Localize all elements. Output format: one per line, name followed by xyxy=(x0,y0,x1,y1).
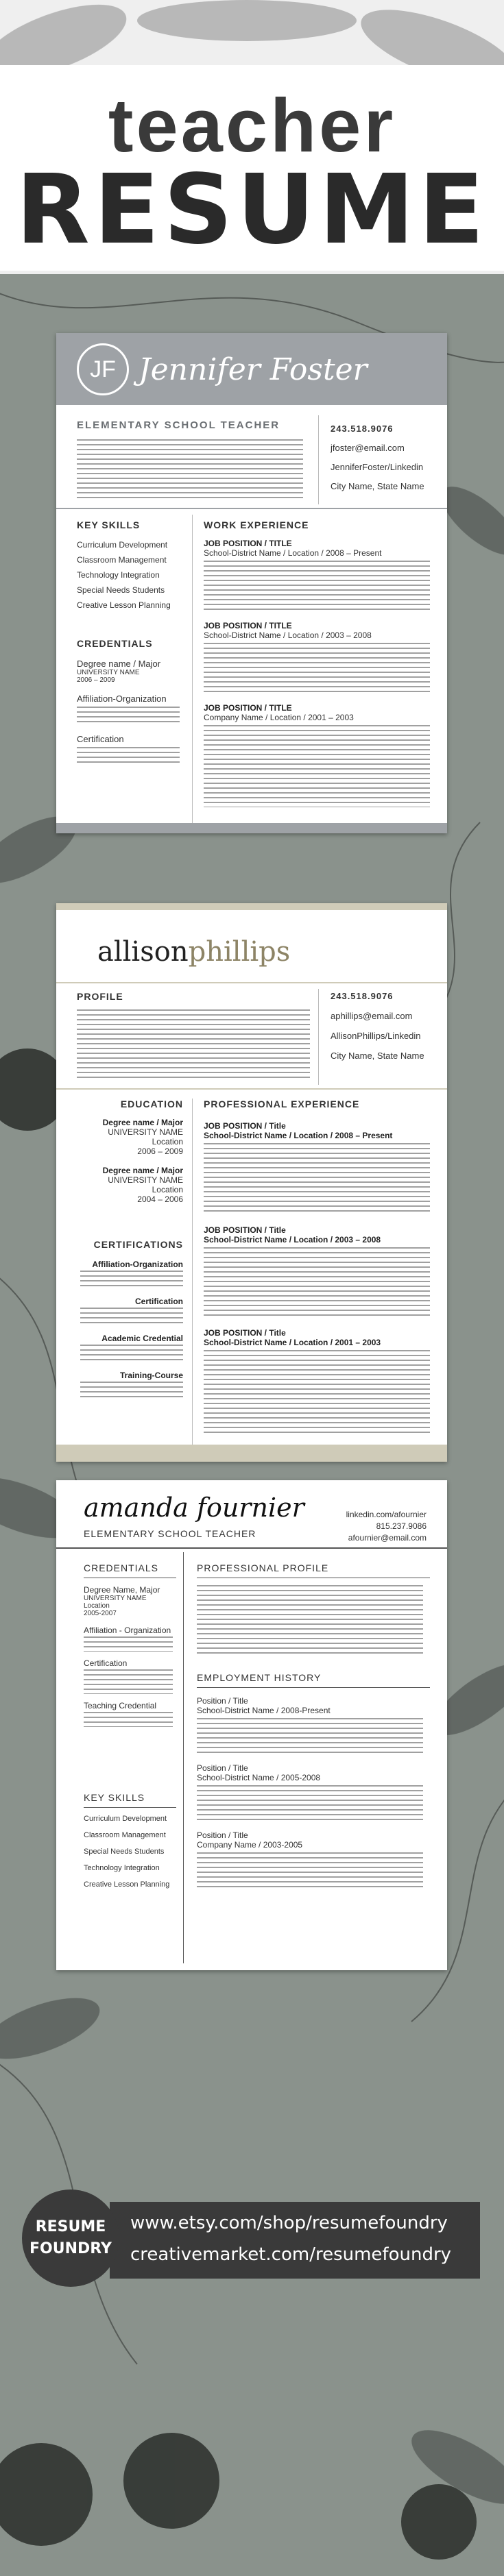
resume-foundry-logo: RESUME FOUNDRY xyxy=(22,2189,119,2287)
resume-role: ELEMENTARY SCHOOL TEACHER xyxy=(84,1528,256,1539)
work-experience-title: WORK EXPERIENCE xyxy=(204,519,309,530)
job-entry: JOB POSITION / TITLE School-District Name / Location / 2008 – Present xyxy=(204,539,437,612)
footer-links xyxy=(0,2189,504,2309)
job-entry: JOB POSITION / TITLE School-District Name / Location / 2003 – 2008 xyxy=(204,621,437,694)
job-entry: JOB POSITION / Title School-District Name / Location / 2008 – Present xyxy=(204,1121,437,1212)
creativemarket-link[interactable]: creativemarket.com/resumefoundry xyxy=(130,2244,452,2265)
credentials-section: CREDENTIALS Degree name / Major UNIVERSITY NAME 2006 – 2009 Affiliation-Organization Certification xyxy=(77,638,187,766)
resume-role: ELEMENTARY SCHOOL TEACHER xyxy=(77,419,280,431)
resume-card-amanda xyxy=(56,1480,447,1970)
experience-section: PROFESSIONAL EXPERIENCE xyxy=(204,1099,360,1109)
etsy-link[interactable]: www.etsy.com/shop/resumefoundry xyxy=(130,2213,448,2233)
summary-text xyxy=(77,439,303,501)
header-resume: RESUME xyxy=(16,154,488,266)
job-entry: JOB POSITION / Title School-District Name / Location / 2003 – 2008 xyxy=(204,1225,437,1316)
education-section: EDUCATION Degree name / Major UNIVERSITY NAME Location 2006 – 2009 Degree name / Major UNIVERSITY NAME Location 2004 – 2006 xyxy=(102,1099,183,1204)
resume-card-jennifer xyxy=(56,333,447,833)
resume-card-allison xyxy=(56,903,447,1462)
header-teacher: teacher xyxy=(108,84,396,168)
credentials-section: CREDENTIALS Degree Name, Major UNIVERSITY NAME Location 2005-2007 Affiliation - Organization Certification Teaching Credential xyxy=(84,1562,180,1727)
certifications-section: CERTIFICATIONS Affiliation-Organization Certification Academic Credential Training-Course xyxy=(70,1239,183,1401)
employment-section: EMPLOYMENT HISTORY Position / Title School-District Name / 2008-Present Position / Title School-District Name / 2005-2008 Position / Title Company Name / 2003-2005 xyxy=(197,1672,430,1891)
contact-block: linkedin.com/afournier 815.237.9086 afournier@email.com xyxy=(346,1510,427,1543)
profile-title: PROFILE xyxy=(77,991,123,1002)
job-entry: JOB POSITION / TITLE Company Name / Location / 2001 – 2003 xyxy=(204,703,437,807)
monogram-badge: JF xyxy=(77,343,129,395)
key-skills-section: KEY SKILLS Curriculum Development Classroom Management Technology Integration Special Needs Students Creative Lesson Planning xyxy=(77,519,171,610)
contact-block: 243.518.9076 jfoster@email.com JenniferFoster/Linkedin City Name, State Name xyxy=(331,424,424,491)
profile-section: PROFESSIONAL PROFILE xyxy=(197,1562,430,1654)
profile-text xyxy=(77,1009,310,1081)
resume-name: Jennifer Foster xyxy=(139,352,368,387)
resume-name: allisonphillips xyxy=(97,936,291,968)
contact-block: 243.518.9076 aphillips@email.com AllisonPhillips/Linkedin City Name, State Name xyxy=(331,991,424,1061)
job-entry: JOB POSITION / Title School-District Name / Location / 2001 – 2003 xyxy=(204,1328,437,1436)
resume-name: amanda fournier xyxy=(84,1493,304,1523)
key-skills-section: KEY SKILLS Curriculum Development Classroom Management Special Needs Students Technology Integration Creative Lesson Planning xyxy=(84,1792,180,1889)
